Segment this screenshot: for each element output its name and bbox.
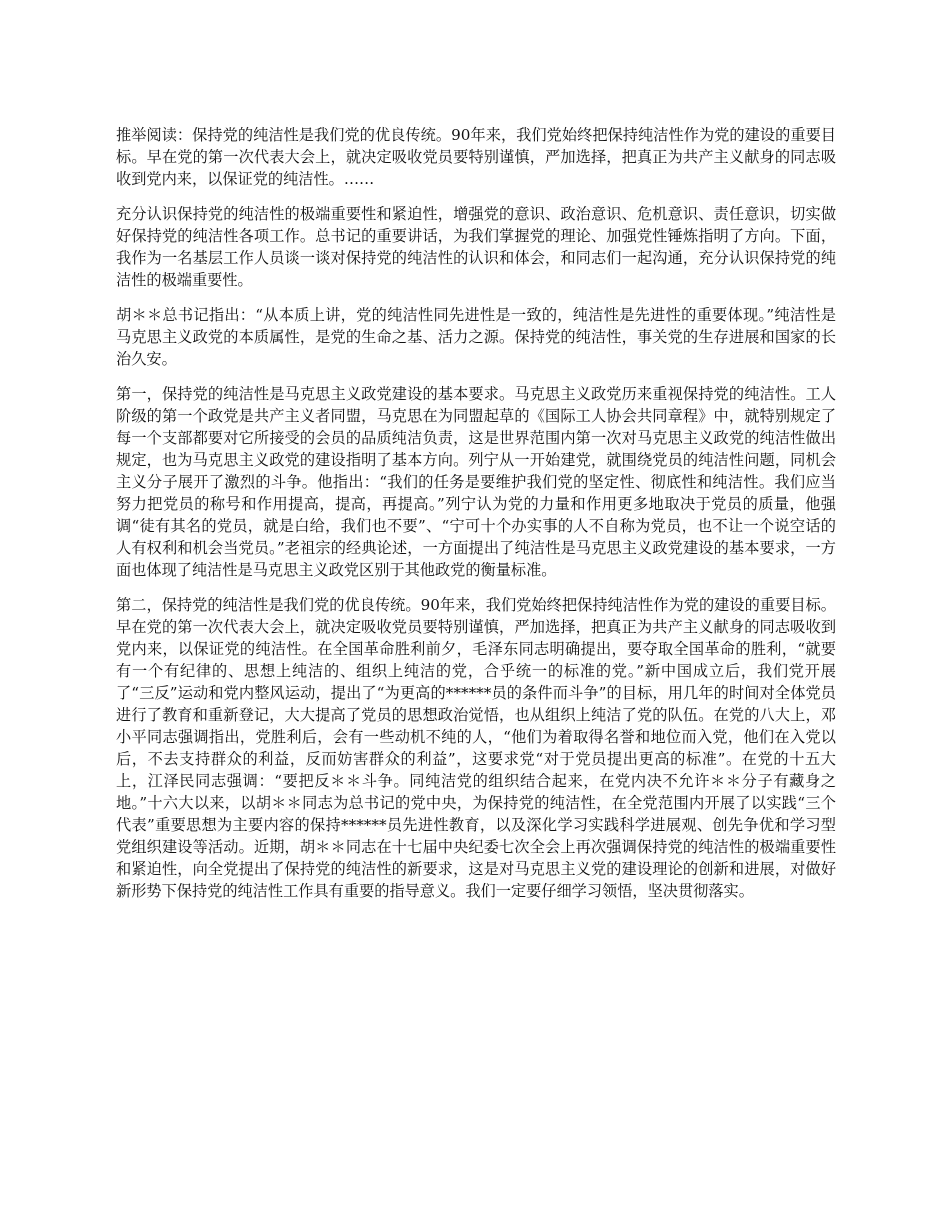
paragraph-second-point: 第二，保持党的纯洁性是我们党的优良传统。90年来，我们党始终把保持纯洁性作为党的建设的重要目标。早在党的第一次代表大会上，就决定吸收党员要特别谨慎，严加选择，把真正为共产主义献身的同志吸收到党内来，以保证党的纯洁性。在全国革命胜利前夕，毛泽东同志明确提出，要夺取全国革命的胜利，“就要有一个有纪律的、思想上纯洁的、组织上纯洁的党，合乎统一的标准的党。”新中国成立后，我们党开展了“三反”运动和党内整风运动，提出了“为更高的******员的条件而斗争”的目标，用几年的时间对全体党员进行了教育和重新登记，大大提高了党员的思想政治觉悟，也从组织上纯洁了党的队伍。在党的八大上，邓小平同志强调指出，党胜利后，会有一些动机不纯的人，“他们为着取得名誉和地位而入党，他们在入党以后，不去支持群众的利益，反而妨害群众的利益”，这要求党“对于党员提出更高的标准”。在党的十五大上，江泽民同志强调：“要把反＊＊斗争。同纯洁党的组织结合起来，在党内决不允许＊＊分子有藏身之地。”十六大以来，以胡＊＊同志为总书记的党中央，为保持党的纯洁性，在全党范围内开展了以实践“三个代表”重要思想为主要内容的保持******员先进性教育，以及深化学习实践科学进展观、创先争优和学习型党组织建设等活动。近期，胡＊＊同志在十七届中央纪委七次全会上再次强调保持党的纯洁性的极端重要性和紧迫性，向全党提出了保持党的纯洁性的新要求，这是对马克思主义党的建设理论的创新和进展，对做好新形势下保持党的纯洁性工作具有重要的指导意义。我们一定要仔细学习领悟，坚决贯彻落实。 xyxy=(116,596,836,900)
paragraph-quote: 胡＊＊总书记指出：“从本质上讲，党的纯洁性同先进性是一致的，纯洁性是先进性的重要体现。”纯洁性是马克思主义政党的本质属性，是党的生命之基、活力之源。保持党的纯洁性，事关党的生存进展和国家的长治久安。 xyxy=(116,306,836,368)
paragraph-awareness: 充分认识保持党的纯洁性的极端重要性和紧迫性，增强党的意识、政治意识、危机意识、责任意识，切实做好保持党的纯洁性各项工作。总书记的重要讲话，为我们掌握党的理论、加强党性锤炼指明了方向。下面，我作为一名基层工作人员谈一谈对保持党的纯洁性的认识和体会，和同志们一起沟通，充分认识保持党的纯洁性的极端重要性。 xyxy=(116,205,836,289)
paragraph-first-point: 第一，保持党的纯洁性是马克思主义政党建设的基本要求。马克思主义政党历来重视保持党的纯洁性。工人阶级的第一个政党是共产主义者同盟，马克思在为同盟起草的《国际工人协会共同章程》中，就特别规定了每一个支部都要对它所接受的会员的品质纯洁负责，这是世界范围内第一次对马克思主义政党的纯洁性做出规定，也为马克思主义政党的建设指明了基本方向。列宁从一开始建党，就围绕党员的纯洁性问题，同机会主义分子展开了激烈的斗争。他指出：“我们的任务是要维护我们党的坚定性、彻底性和纯洁性。我们应当努力把党员的称号和作用提高，提高，再提高。”列宁认为党的力量和作用更多地取决于党员的质量，他强调“徒有其名的党员，就是白给，我们也不要”、“宁可十个办实事的人不自称为党员，也不让一个说空话的人有权利和机会当党员。”老祖宗的经典论述，一方面提出了纯洁性是马克思主义政党建设的基本要求，一方面也体现了纯洁性是马克思主义政党区别于其他政党的衡量标准。 xyxy=(116,385,836,579)
paragraph-intro: 推举阅读：保持党的纯洁性是我们党的优良传统。90年来，我们党始终把保持纯洁性作为党的建设的重要目标。早在党的第一次代表大会上，就决定吸收党员要特别谨慎，严加选择，把真正为共产主义献身的同志吸收到党内来，以保证党的纯洁性。…… xyxy=(116,126,836,188)
document-body xyxy=(116,124,836,915)
